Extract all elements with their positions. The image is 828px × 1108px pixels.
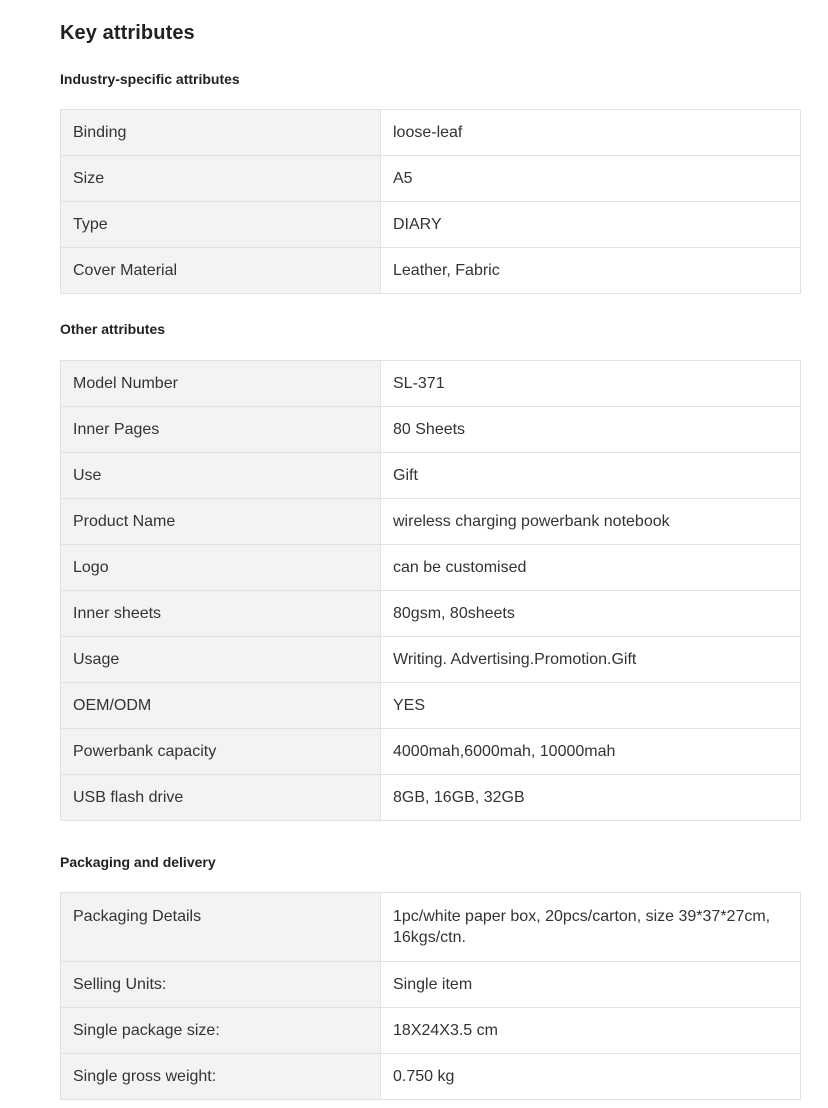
page-title: Key attributes [60,22,195,44]
attribute-key: Powerbank capacity [61,729,381,775]
attribute-value: can be customised [381,545,801,591]
attribute-value: 18X24X3.5 cm [381,1008,801,1054]
section-title-other: Other attributes [60,321,166,337]
attribute-value: Gift [381,453,801,499]
attribute-key: Cover Material [61,248,381,294]
attribute-value: DIARY [381,202,801,248]
table-row [61,683,801,729]
table-row [61,1054,801,1100]
attribute-key: Single gross weight: [61,1054,381,1100]
table-row [61,545,801,591]
section-title-packaging: Packaging and delivery [60,854,216,870]
attribute-key: USB flash drive [61,775,381,821]
table-row [61,637,801,683]
table-row [61,893,801,962]
attribute-value: SL-371 [381,361,801,407]
attribute-key: Use [61,453,381,499]
section-title-industry-specific: Industry-specific attributes [60,71,240,87]
attribute-value: A5 [381,156,801,202]
attribute-key: Inner sheets [61,591,381,637]
table-row [61,248,801,294]
table-row [61,775,801,821]
attribute-key: Inner Pages [61,407,381,453]
attribute-value: 80 Sheets [381,407,801,453]
table-row [61,591,801,637]
attribute-key: Logo [61,545,381,591]
attribute-value: 0.750 kg [381,1054,801,1100]
other-attributes-table [60,360,801,821]
attribute-key: Type [61,202,381,248]
attribute-value: Leather, Fabric [381,248,801,294]
table-row [61,499,801,545]
table-row [61,729,801,775]
attribute-value: Single item [381,962,801,1008]
attribute-value: 1pc/white paper box, 20pcs/carton, size 39*37*27cm, 16kgs/ctn. [381,893,801,962]
attribute-key: Product Name [61,499,381,545]
attribute-value: Writing. Advertising.Promotion.Gift [381,637,801,683]
attribute-value: loose-leaf [381,110,801,156]
attribute-key: OEM/ODM [61,683,381,729]
table-row [61,962,801,1008]
attribute-key: Packaging Details [61,893,381,962]
attribute-value: YES [381,683,801,729]
table-row [61,1008,801,1054]
table-row [61,110,801,156]
attribute-value: 8GB, 16GB, 32GB [381,775,801,821]
attribute-value: 80gsm, 80sheets [381,591,801,637]
attribute-key: Model Number [61,361,381,407]
attribute-key: Binding [61,110,381,156]
table-row [61,407,801,453]
industry-attributes-table [60,109,801,294]
attribute-key: Size [61,156,381,202]
table-row [61,361,801,407]
table-row [61,156,801,202]
attribute-key: Single package size: [61,1008,381,1054]
attribute-key: Selling Units: [61,962,381,1008]
attribute-value: wireless charging powerbank notebook [381,499,801,545]
table-row [61,202,801,248]
attribute-value: 4000mah,6000mah, 10000mah [381,729,801,775]
attribute-key: Usage [61,637,381,683]
packaging-table [60,892,801,1100]
table-row [61,453,801,499]
